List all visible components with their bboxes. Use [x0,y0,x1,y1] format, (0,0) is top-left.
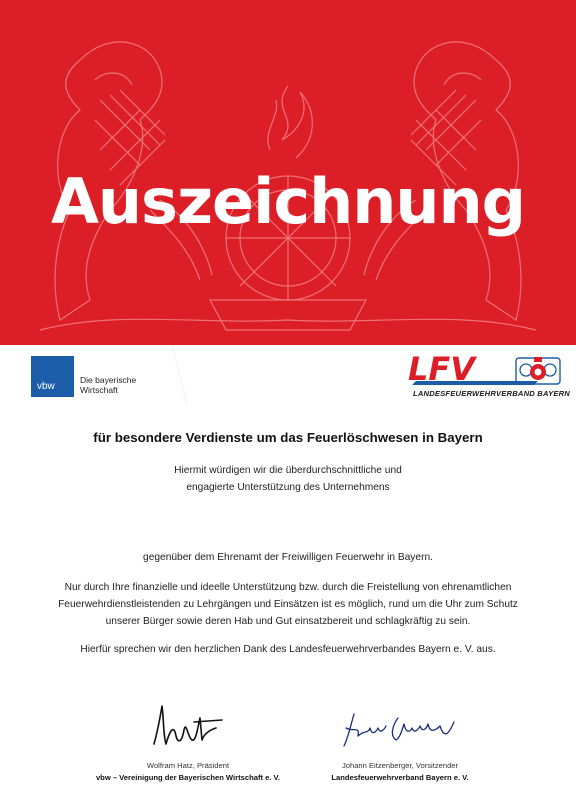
support-line-1: Nur durch Ihre finanzielle und ideelle Unterstützung bzw. durch die Freistellung von ehrenamtlichen [64,582,512,593]
signer-org-1: vbw – Vereinigung der Bayerischen Wirtschaft e. V. [95,773,281,782]
signature-eitzenberger [340,708,460,752]
signer-org-2: Landesfeuerwehrverband Bayern e. V. [331,773,469,782]
lfv-logo-subtitle: LANDESFEUERWEHRVERBAND BAYERN [413,389,570,398]
vbw-logo-line1: Die bayerische [80,375,137,385]
award-heading: für besondere Verdienste um das Feuerlöschwesen in Bayern [93,430,483,445]
ehrenamt-line: gegenüber dem Ehrenamt der Freiwilligen Feuerwehr in Bayern. [143,552,433,563]
lfv-logo [404,352,564,388]
page-title: Auszeichnung [50,165,526,238]
vbw-logo-line2: Wirtschaft [80,385,118,395]
bavarian-crest-icon [516,357,560,384]
signer-name-2: Johann Eitzenberger, Vorsitzender [341,761,459,770]
support-line-3: unserer Bürger sowie deren Hab und Gut einsatzbereit und schlagkräftig zu sein. [105,616,471,627]
vbw-logo-text [80,375,136,395]
vbw-logo-mark: vbw [37,381,55,392]
signature-hatz [150,700,230,752]
signer-name-1: Wolfram Hatz, Präsident [146,761,230,770]
lfv-logo-mark: LFV [408,352,476,388]
intro-line-2: engagierte Unterstützung des Unternehmens [186,482,390,493]
intro-line-1: Hiermit würdigen wir die überdurchschnittliche und [174,465,402,476]
intro-text [20,462,556,496]
support-line-2: Feuerwehrdienstleistenden zu Lehrgängen und Einsätzen ist es möglich, rund um die Uhr zum Schutz [58,599,518,610]
support-text [20,579,556,630]
vbw-logo [31,356,74,397]
thanks-text: Hierfür sprechen wir den herzlichen Dank des Landesfeuerwehrverbandes Bayern e. V. aus. [80,644,496,655]
